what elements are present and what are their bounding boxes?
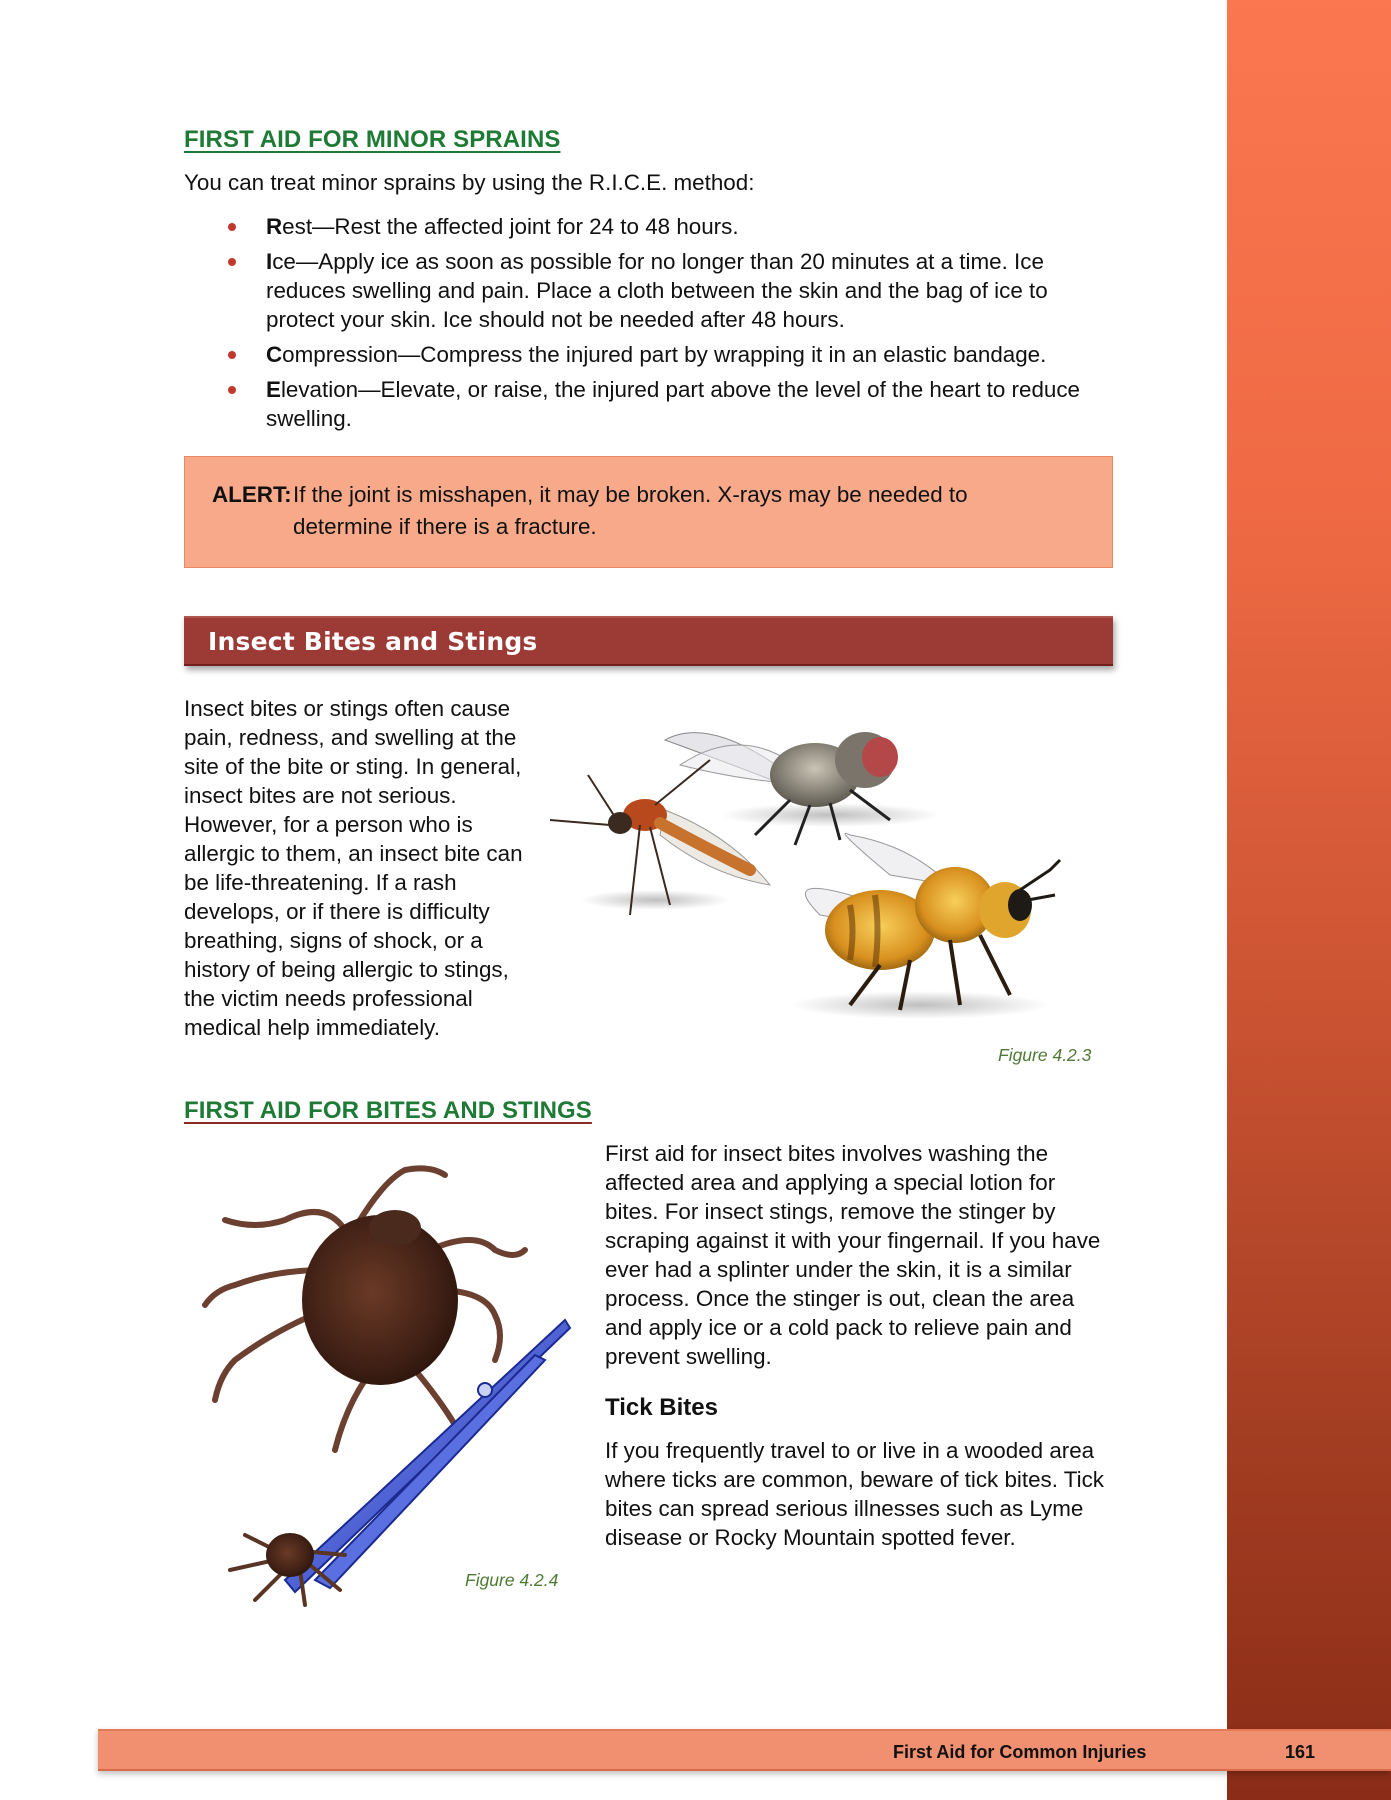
- sprains-intro: You can treat minor sprains by using the R.I.C.E. method:: [184, 170, 755, 195]
- footer-title: First Aid for Common Injuries: [893, 1742, 1147, 1762]
- bullet-icon: [228, 351, 236, 359]
- tick-figure: [195, 1160, 575, 1620]
- bullet-icon: [228, 258, 236, 266]
- banner-title: Insect Bites and Stings: [208, 627, 538, 656]
- side-decoration-bar: [1227, 0, 1391, 1800]
- rice-text: ompression—Compress the injured part by wrapping it in an elastic bandage.: [282, 342, 1047, 367]
- list-item: [220, 247, 1100, 334]
- mosquito-icon: [550, 760, 770, 915]
- alert-label: ALERT:: [212, 482, 292, 507]
- tick-bites-heading: Tick Bites: [605, 1394, 718, 1421]
- rice-text: levation—Elevate, or raise, the injured part above the level of the heart to reduce swelling.: [266, 377, 1081, 431]
- rice-initial: E: [266, 377, 281, 402]
- sprains-heading: FIRST AID FOR MINOR SPRAINS: [184, 126, 561, 153]
- rice-initial: I: [266, 249, 273, 274]
- rice-initial: C: [266, 342, 283, 367]
- alert-box: [184, 456, 1113, 568]
- figure-caption: Figure 4.2.3: [998, 1045, 1092, 1065]
- list-item: [220, 212, 1100, 241]
- housefly-icon: [665, 732, 940, 845]
- tick-paragraph: If you frequently travel to or live in a wooded area where ticks are common, beware of tick bites. Tick bites can spread serious illnesses such as Lyme disease or Rocky Mountain spotted fever.: [605, 1438, 1104, 1550]
- alert-text: If the joint is misshapen, it may be broken. X-rays may be needed to determine if there is a fracture.: [293, 482, 968, 539]
- bites-paragraph: First aid for insect bites involves washing the affected area and applying a special lotion for bites. For insect stings, remove the stinger by scraping against it with your fingernail. If you have ever had a splinter under the skin, it is a similar process. Once the stinger is out, clean the area and apply ice or a cold pack to relieve pain and prevent swelling.: [605, 1141, 1101, 1369]
- rice-text: ce—Apply ice as soon as possible for no longer than 20 minutes at a time. Ice reduces swelling and pain. Place a cloth between the skin and the bag of ice to protect your skin. Ice should not be needed after 48 hours.: [266, 249, 1048, 332]
- bites-heading: FIRST AID FOR BITES AND STINGS: [184, 1097, 592, 1124]
- insects-paragraph: Insect bites or stings often cause pain, redness, and swelling at the site of the bite or sting. In general, insect bites are not serious. However, for a person who is allergic to them, an insect bite can be life-threatening. If a rash develops, or if there is difficulty breathing, signs of shock, or a history of being allergic to stings, the victim needs professional medical help immediately.: [184, 696, 523, 1040]
- honeybee-icon: [790, 833, 1060, 1019]
- bullet-icon: [228, 386, 236, 394]
- insects-figure: [550, 705, 1110, 1035]
- section-banner: [184, 616, 1113, 666]
- list-item: [220, 375, 1100, 433]
- figure-caption: Figure 4.2.4: [465, 1570, 559, 1590]
- list-item: [220, 340, 1100, 369]
- bullet-icon: [228, 223, 236, 231]
- page-number: 161: [1285, 1742, 1316, 1762]
- rice-list: [220, 212, 1100, 439]
- rice-initial: R: [266, 214, 283, 239]
- rice-text: est—Rest the affected joint for 24 to 48 hours.: [282, 214, 739, 239]
- footer-bar: [98, 1729, 1391, 1771]
